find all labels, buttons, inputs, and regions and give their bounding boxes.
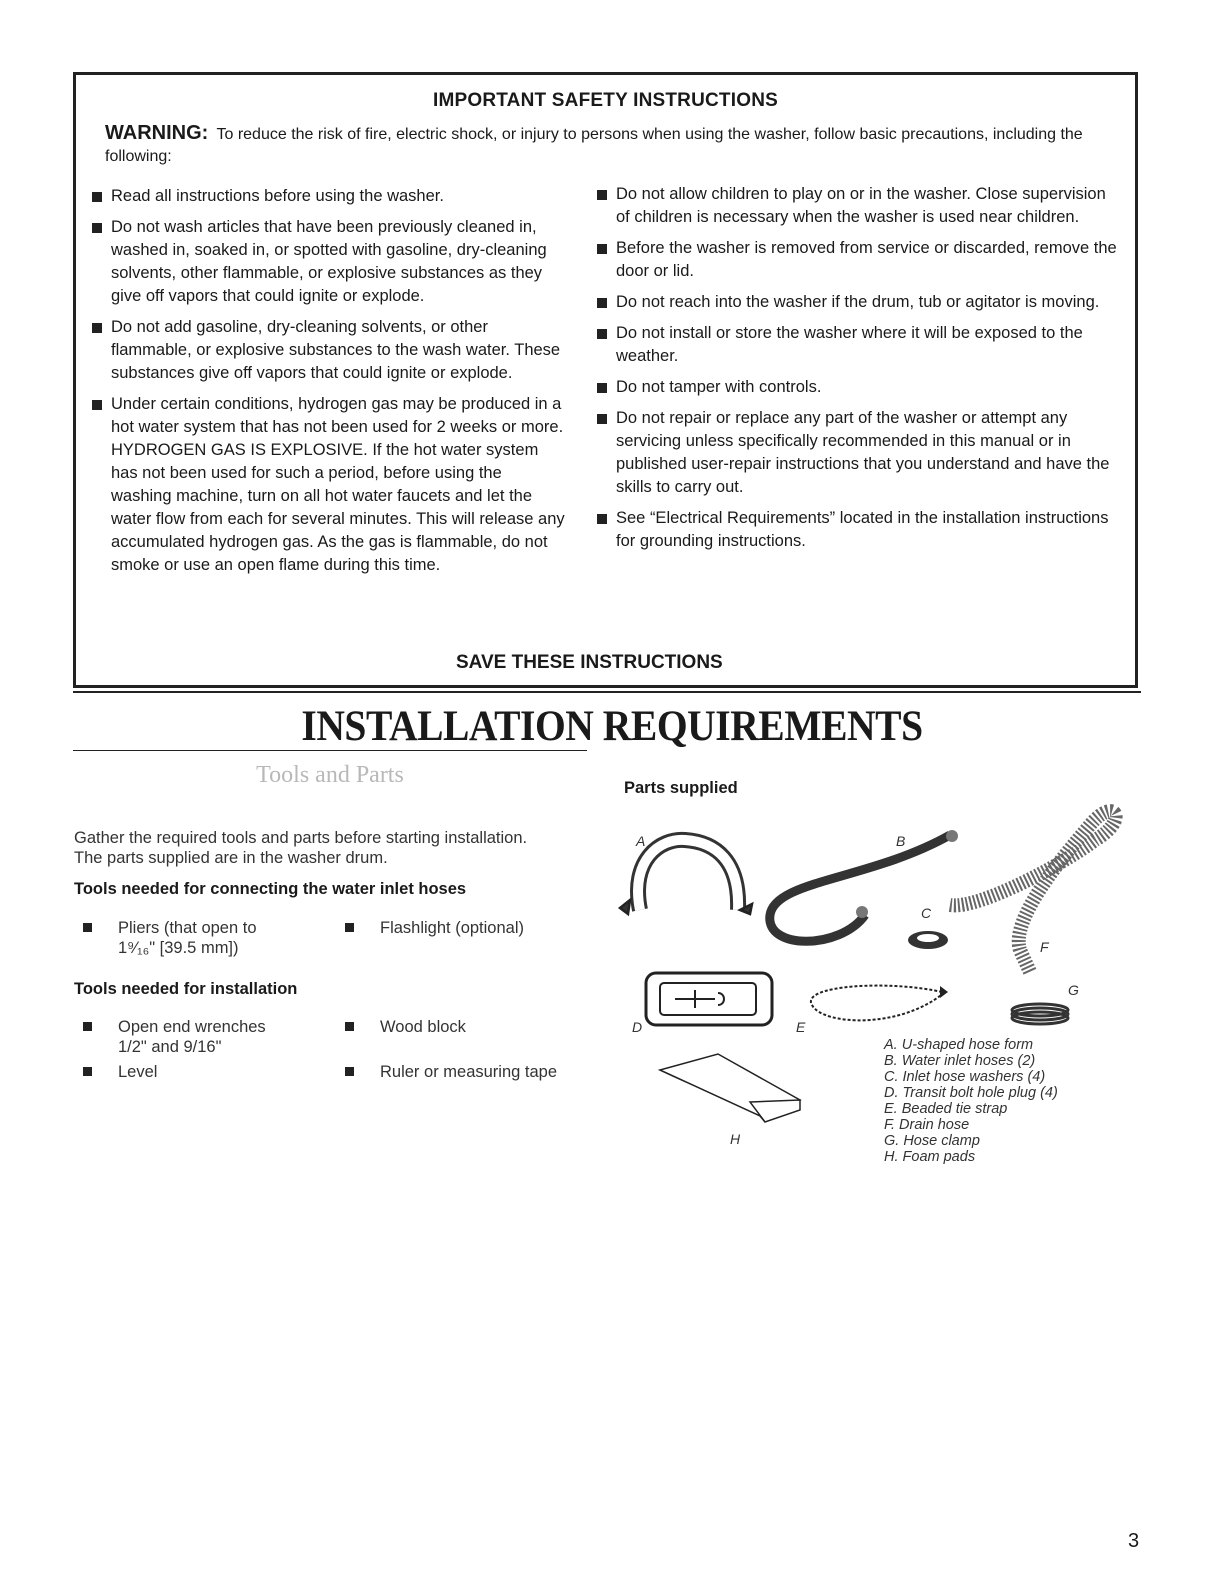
tool-item bbox=[336, 1062, 557, 1082]
tool-line: Ruler or measuring tape bbox=[380, 1063, 558, 1081]
part-label-c: C bbox=[921, 905, 932, 921]
foam-pads-icon bbox=[660, 1054, 800, 1122]
legend-item: B. Water inlet hoses (2) bbox=[884, 1053, 1036, 1069]
legend-item: F. Drain hose bbox=[884, 1117, 970, 1133]
tool-line: 1⁹⁄₁₆" [39.5 mm]) bbox=[118, 939, 239, 957]
subsection-title: Tools and Parts bbox=[256, 762, 404, 788]
safety-item: Do not repair or replace any part of the washer or attempt any servicing unless specifically recommended in this manual or in published user-repair instructions that you understand and have the skills to carry out. bbox=[592, 407, 1124, 499]
install-tools-heading: Tools needed for installation bbox=[74, 980, 298, 998]
safety-title: IMPORTANT SAFETY INSTRUCTIONS bbox=[433, 90, 778, 111]
safety-right-column bbox=[592, 183, 1124, 561]
section-title: INSTALLATION REQUIREMENTS bbox=[301, 703, 923, 750]
intro-paragraph bbox=[74, 828, 594, 868]
legend-item: A. U-shaped hose form bbox=[884, 1037, 1034, 1053]
tool-line: Pliers (that open to bbox=[118, 919, 257, 937]
transit-bolt-hole-plug-icon bbox=[646, 973, 772, 1025]
safety-item: Before the washer is removed from service or discarded, remove the door or lid. bbox=[592, 237, 1124, 283]
safety-item: Do not add gasoline, dry-cleaning solvents, or other flammable, or explosive substances to the wash water. These substances give off vapors that could ignite or explode. bbox=[87, 316, 565, 385]
save-instructions-title: SAVE THESE INSTRUCTIONS bbox=[456, 652, 723, 673]
safety-item: See “Electrical Requirements” located in the installation instructions for grounding instructions. bbox=[592, 507, 1124, 553]
section-divider bbox=[73, 691, 1141, 693]
legend-item: H. Foam pads bbox=[884, 1149, 976, 1165]
legend-item: C. Inlet hose washers (4) bbox=[884, 1069, 1046, 1085]
tool-item bbox=[74, 1062, 157, 1082]
legend-item: D. Transit bolt hole plug (4) bbox=[884, 1085, 1058, 1101]
parts-title: Parts supplied bbox=[624, 779, 738, 797]
parts-legend bbox=[884, 1037, 1058, 1165]
tool-item bbox=[74, 918, 257, 958]
part-label-f: F bbox=[1040, 939, 1049, 955]
inlet-hose-washer-icon bbox=[908, 931, 948, 949]
tool-line: Flashlight (optional) bbox=[380, 919, 524, 937]
part-label-a: A bbox=[636, 833, 646, 849]
tool-line: Open end wrenches bbox=[118, 1018, 266, 1036]
tool-line: 1/2" and 9/16" bbox=[118, 1038, 222, 1056]
safety-item: Do not install or store the washer where it will be exposed to the weather. bbox=[592, 322, 1124, 368]
part-label-b: B bbox=[896, 833, 906, 849]
tool-line: Level bbox=[118, 1063, 158, 1081]
part-label-d: D bbox=[632, 1019, 643, 1035]
safety-instructions-box bbox=[73, 72, 1138, 688]
beaded-tie-strap-icon bbox=[811, 986, 948, 1021]
subsection-divider bbox=[73, 750, 587, 751]
safety-item: Under certain conditions, hydrogen gas may be produced in a hot water system that has not been used for 2 weeks or more. HYDROGEN GAS IS EXPLOSIVE. If the hot water system has not been used for such a period, before using the washing machine, turn on all hot water faucets and let the water flow from each for several minutes. This will release any accumulated hydrogen gas. As the gas is flammable, do not smoke or use an open flame during this time. bbox=[87, 393, 565, 577]
safety-item: Read all instructions before using the washer. bbox=[87, 185, 565, 208]
drain-hose-icon bbox=[950, 811, 1116, 972]
water-tools-heading: Tools needed for connecting the water inlet hoses bbox=[74, 880, 467, 898]
hose-clamp-icon bbox=[1012, 1004, 1068, 1024]
intro-line: Gather the required tools and parts before starting installation. bbox=[74, 829, 528, 847]
tool-item bbox=[336, 918, 524, 938]
legend-item: E. Beaded tie strap bbox=[884, 1101, 1008, 1117]
safety-left-column bbox=[87, 185, 565, 585]
safety-item: Do not reach into the washer if the drum, tub or agitator is moving. bbox=[592, 291, 1124, 314]
safety-item: Do not tamper with controls. bbox=[592, 376, 1124, 399]
safety-item: Do not allow children to play on or in the washer. Close supervision of children is necessary when the washer is used near children. bbox=[592, 183, 1124, 229]
parts-illustration bbox=[600, 800, 1140, 1160]
page-number: 3 bbox=[1128, 1530, 1140, 1552]
part-label-h: H bbox=[730, 1131, 741, 1147]
part-label-e: E bbox=[796, 1019, 806, 1035]
tool-line: Wood block bbox=[380, 1018, 466, 1036]
water-inlet-hose-icon bbox=[770, 830, 958, 941]
tool-item bbox=[336, 1017, 466, 1037]
part-label-g: G bbox=[1068, 982, 1079, 998]
u-shaped-hose-form-icon bbox=[620, 840, 752, 914]
legend-item: G. Hose clamp bbox=[884, 1133, 980, 1149]
warning-text: To reduce the risk of fire, electric shock, or injury to persons when using the washer, follow basic precautions, including the following: bbox=[105, 126, 1083, 165]
tool-item bbox=[74, 1017, 266, 1057]
safety-item: Do not wash articles that have been previously cleaned in, washed in, soaked in, or spotted with gasoline, dry-cleaning solvents, other flammable, or explosive substances as they give off vapors that could ignite or explode. bbox=[87, 216, 565, 308]
warning-label: WARNING: bbox=[105, 122, 209, 144]
intro-line: The parts supplied are in the washer drum. bbox=[74, 849, 388, 867]
warning-paragraph bbox=[105, 122, 1115, 168]
